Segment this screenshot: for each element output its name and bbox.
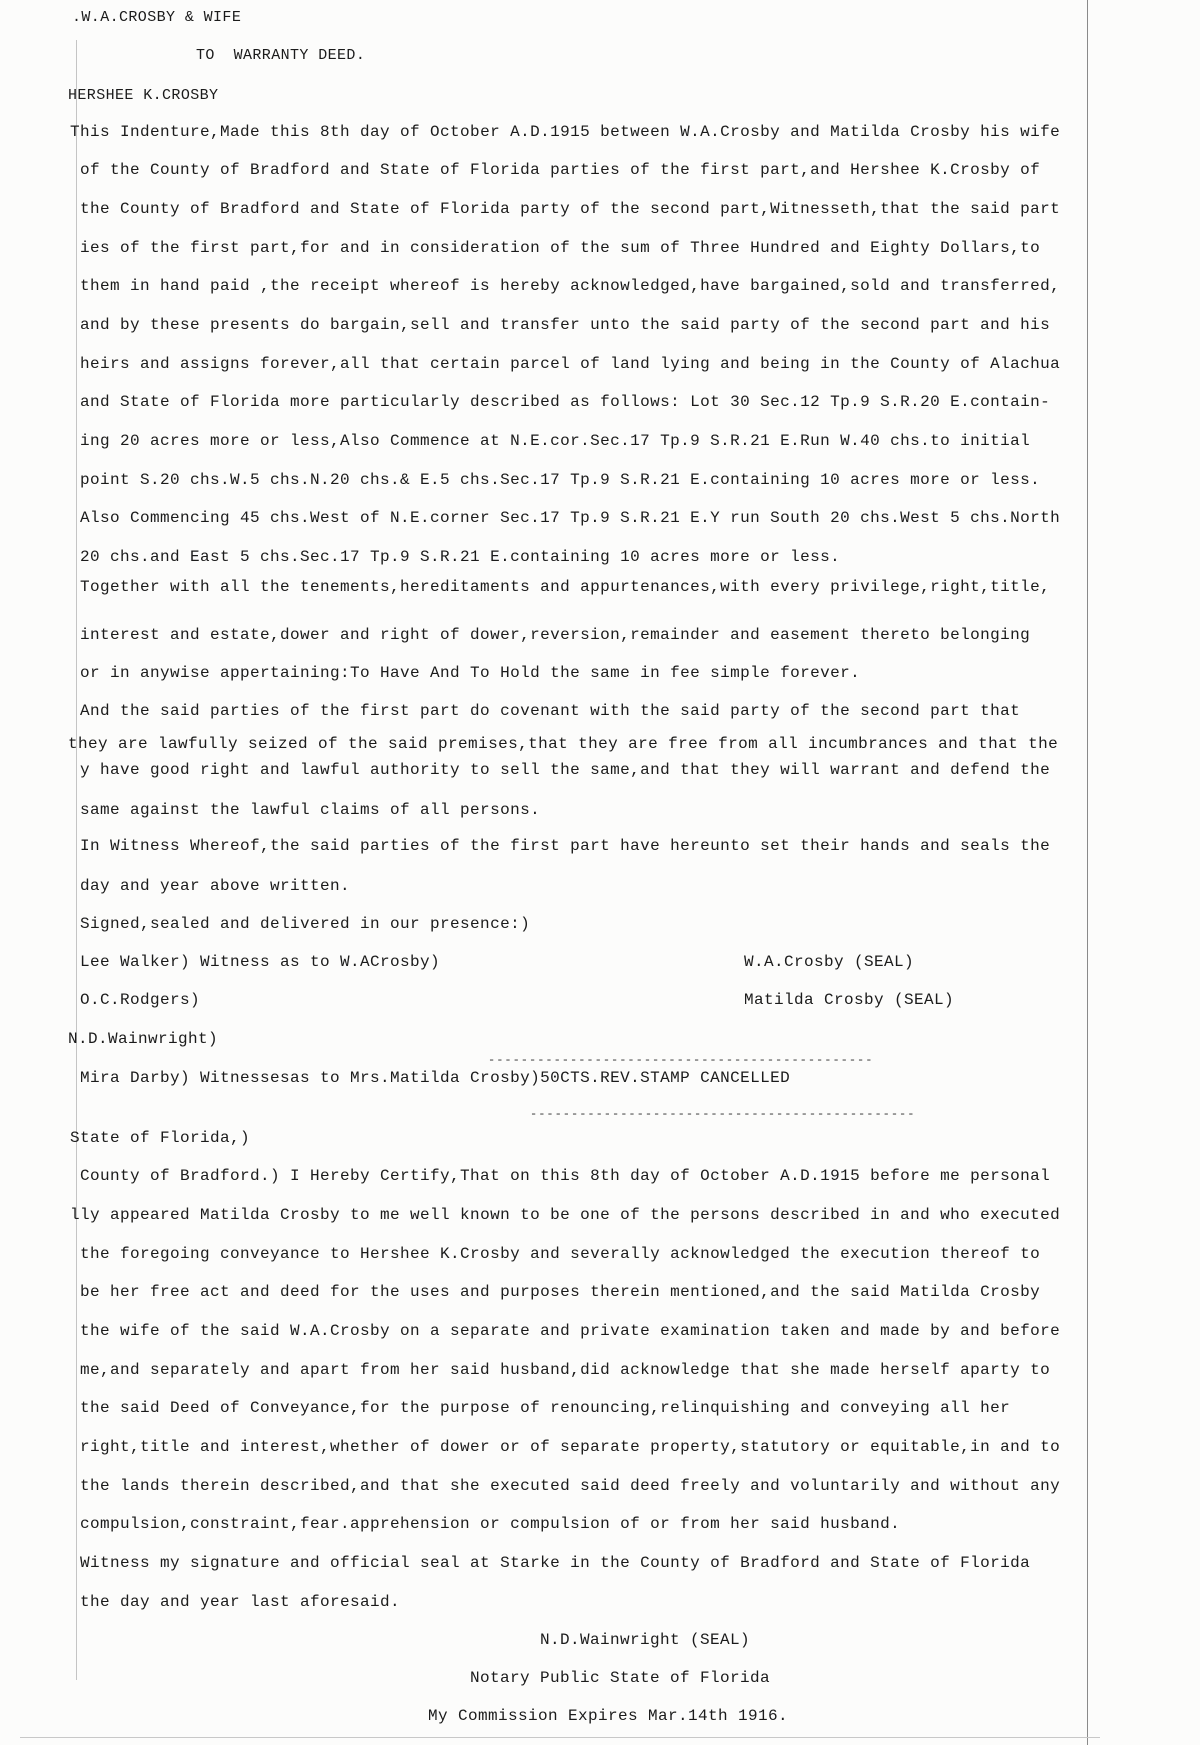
deed-line: ies of the first part,for and in consideration of the sum of Three Hundred and Eighty Dollars,to bbox=[80, 239, 1041, 257]
notary-name: N.D.Wainwright (SEAL) bbox=[540, 1631, 751, 1649]
deed-line: point S.20 chs.W.5 chs.N.20 chs.& E.5 chs.Sec.17 Tp.9 S.R.21 E.containing 10 acres more or less. bbox=[80, 471, 1041, 489]
deed-line: day and year above written. bbox=[80, 877, 351, 895]
ack-line: the foregoing conveyance to Hershee K.Crosby and severally acknowledged the execution thereof to bbox=[80, 1245, 1041, 1263]
deed-line: they are lawfully seized of the said premises,that they are free from all incumbrances and that the bbox=[68, 735, 1059, 753]
page-edge-bottom bbox=[20, 1737, 1100, 1738]
ack-line: right,title and interest,whether of dower or of separate property,statutory or equitable,in and to bbox=[80, 1438, 1061, 1456]
ack-line: be her free act and deed for the uses and purposes therein mentioned,and the said Matilda Crosby bbox=[80, 1283, 1041, 1301]
witness-line: O.C.Rodgers) bbox=[80, 991, 201, 1009]
deed-line: interest and estate,dower and right of dower,reversion,remainder and easement thereto belonging bbox=[80, 626, 1031, 644]
stamp-rule-bottom: ----------------------------------------------- bbox=[530, 1107, 916, 1121]
signature-grantor-1: W.A.Crosby (SEAL) bbox=[744, 953, 915, 971]
deed-line: or in anywise appertaining:To Have And To Hold the same in fee simple forever. bbox=[80, 664, 861, 682]
witness-line: N.D.Wainwright) bbox=[68, 1030, 219, 1048]
deed-line: In Witness Whereof,the said parties of the first part have hereunto set their hands and seals the bbox=[80, 837, 1051, 855]
caption-grantors: .W.A.CROSBY & WIFE bbox=[72, 9, 242, 26]
notary-commission: My Commission Expires Mar.14th 1916. bbox=[428, 1707, 789, 1725]
ack-line: the day and year last aforesaid. bbox=[80, 1593, 401, 1611]
page-edge-right bbox=[1087, 0, 1088, 1745]
deed-line: and by these presents do bargain,sell and transfer unto the said party of the second part and his bbox=[80, 316, 1051, 334]
deed-line: and State of Florida more particularly described as follows: Lot 30 Sec.12 Tp.9 S.R.20 E.contain- bbox=[80, 393, 1051, 411]
ack-line: the lands therein described,and that she executed said deed freely and voluntarily and without any bbox=[80, 1477, 1061, 1495]
ack-line: County of Bradford.) I Hereby Certify,That on this 8th day of October A.D.1915 before me personal bbox=[80, 1167, 1051, 1185]
deed-line: Also Commencing 45 chs.West of N.E.corner Sec.17 Tp.9 S.R.21 E.Y run South 20 chs.West 5 chs.North bbox=[80, 509, 1061, 527]
deed-line: ing 20 acres more or less,Also Commence at N.E.cor.Sec.17 Tp.9 S.R.21 E.Run W.40 chs.to initial bbox=[80, 432, 1031, 450]
deed-line: the County of Bradford and State of Florida party of the second part,Witnesseth,that the said part bbox=[80, 200, 1061, 218]
signature-grantor-2: Matilda Crosby (SEAL) bbox=[744, 991, 955, 1009]
deed-line: Together with all the tenements,hereditaments and appurtenances,with every privilege,right,title, bbox=[80, 578, 1051, 596]
notary-title: Notary Public State of Florida bbox=[470, 1669, 771, 1687]
deed-line: y have good right and lawful authority to sell the same,and that they will warrant and defend the bbox=[80, 761, 1051, 779]
deed-line: And the said parties of the first part do covenant with the said party of the second part that bbox=[80, 702, 1021, 720]
ack-line: compulsion,constraint,fear.apprehension or compulsion of or from her said husband. bbox=[80, 1515, 901, 1533]
ack-line: the wife of the said W.A.Crosby on a separate and private examination taken and made by and before bbox=[80, 1322, 1061, 1340]
deed-line: Signed,sealed and delivered in our presence:) bbox=[80, 915, 531, 933]
deed-line: same against the lawful claims of all persons. bbox=[80, 801, 541, 819]
deed-line: them in hand paid ,the receipt whereof is hereby acknowledged,have bargained,sold and transferred, bbox=[80, 277, 1061, 295]
ack-state-line: State of Florida,) bbox=[70, 1129, 251, 1147]
deed-line: 20 chs.and East 5 chs.Sec.17 Tp.9 S.R.21 E.containing 10 acres more or less. bbox=[80, 548, 841, 566]
caption-grantee: HERSHEE K.CROSBY bbox=[68, 87, 219, 104]
margin-line bbox=[76, 40, 77, 1680]
witness-line-with-stamp: Mira Darby) Witnessesas to Mrs.Matilda Crosby)50CTS.REV.STAMP CANCELLED bbox=[80, 1069, 791, 1087]
deed-line: heirs and assigns forever,all that certain parcel of land lying and being in the County of Alachua bbox=[80, 355, 1061, 373]
witness-line: Lee Walker) Witness as to W.ACrosby) bbox=[80, 953, 441, 971]
ack-line: Witness my signature and official seal at Starke in the County of Bradford and State of Florida bbox=[80, 1554, 1031, 1572]
ack-line: me,and separately and apart from her said husband,did acknowledge that she made herself aparty to bbox=[80, 1361, 1051, 1379]
deed-line: of the County of Bradford and State of Florida parties of the first part,and Hershee K.Crosby of bbox=[80, 161, 1041, 179]
ack-line: lly appeared Matilda Crosby to me well known to be one of the persons described in and who executed bbox=[70, 1206, 1061, 1224]
ack-line: the said Deed of Conveyance,for the purpose of renouncing,relinquishing and conveying all her bbox=[80, 1399, 1011, 1417]
deed-line: This Indenture,Made this 8th day of October A.D.1915 between W.A.Crosby and Matilda Crosby his wife bbox=[70, 123, 1061, 141]
caption-instrument: TO WARRANTY DEED. bbox=[196, 47, 366, 64]
stamp-rule-top: ----------------------------------------------- bbox=[488, 1053, 874, 1067]
